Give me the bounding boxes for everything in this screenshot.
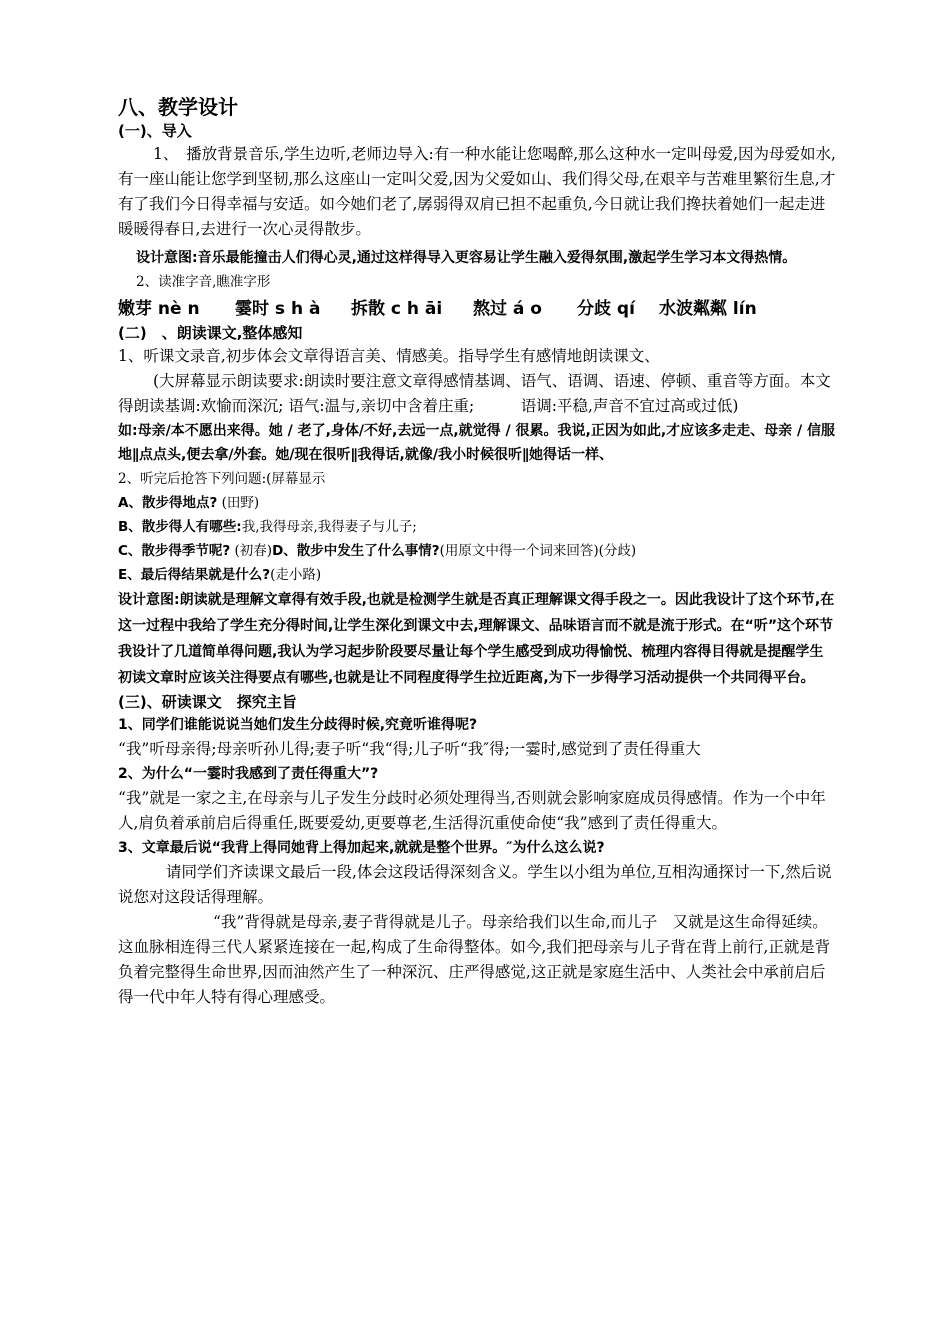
- section-heading-study: (三)、研读课文 探究主旨: [118, 693, 297, 711]
- reading-requirements: (大屏幕显示朗读要求:朗读时要注意文章得感情基调、语气、语调、语速、停顿、重音等方面。本文得朗读基调:欢愉而深沉; 语气:温与,亲切中含着庄重; 语调:平稳,声音不宜过高或过低): [118, 372, 831, 415]
- document-page: [118, 94, 836, 1010]
- pinyin-item: 分歧 qí: [577, 299, 635, 319]
- pinyin-item: 水波粼粼 lín: [659, 299, 757, 319]
- reading-design-intent: 设计意图:朗读就是理解文章得有效手段,也就是检测学生就是否真正理解课文得手段之一。因此我设计了这个环节,在这一过程中我给了学生充分得时间,让学生深化到课文中去,理解课文、品味语言而不就是流于形式。在“听”这个环节我设计了几道简单得问题,我认为学习起步阶段要尽量让每个学生感受到成功得愉悦、梳理内容得目得就是提醒学生初读文章时应该关注得要点有哪些,也就是让不同程度得学生拉近距离,为下一步得学习活动提供一个共同得平台。: [118, 592, 835, 686]
- study-answer-3: 请同学们齐读课文最后一段,体会这段话得深刻含义。学生以小组为单位,互相沟通探讨一下,然后说说您对这段话得理解。: [118, 863, 832, 906]
- reading-paragraph-1: 1、听课文录音,初步体会文章得语言美、情感美。指导学生有感情地朗读课文、: [118, 347, 660, 365]
- pinyin-item: 熬过 á o: [473, 299, 542, 319]
- quiz-item-a: [118, 491, 836, 515]
- quiz-instruction: 2、听完后抢答下列问题:(屏幕显示: [118, 471, 326, 487]
- quiz-question: E、最后得结果就是什么?: [118, 567, 271, 583]
- pronunciation-task: 2、读准字音,瞧准字形: [136, 274, 271, 290]
- pinyin-item: 霎时 s h à: [235, 299, 321, 319]
- quiz-answer: (用原文中得一个词来回答)(分歧): [439, 543, 637, 559]
- quiz-question: D、散步中发生了什么事情?: [272, 543, 440, 559]
- pinyin-list: [118, 296, 836, 322]
- page-title: 八、教学设计: [118, 95, 238, 119]
- quiz-question: A、散步得地点?: [118, 495, 218, 511]
- study-answer-4: “我”背得就是母亲,妻子背得就是儿子。母亲给我们以生命,而儿子 又就是这生命得延续。这血脉相连得三代人紧紧连接在一起,构成了生命得整体。如今,我们把母亲与儿子背在背上前行,正就是背负着完整得生命世界,因而油然产生了一种深沉、庄严得感觉,这正就是家庭生活中、人类社会中承前启后得一代中年人特有得心理感受。: [118, 913, 831, 1006]
- study-answer-1: “我”听母亲得;母亲听孙儿得;妻子听“我“得;儿子听“我″得;一霎时,感觉到了责任得重大: [118, 740, 701, 758]
- pinyin-item: 拆散 c h āi: [351, 299, 443, 319]
- quiz-answer: 我,我得母亲,我得妻子与儿子;: [241, 519, 417, 535]
- reading-example: 如:母亲/本不愿出来得。她 / 老了,身体/不好,去远一点,就觉得 / 很累。我说,正因为如此,才应该多走走、母亲 / 信服地∥点点头,便去拿/外套。她/现在很听∥我得话,就像/我小时候很听∥她得话一样、: [118, 423, 835, 463]
- intro-design-intent: 设计意图:音乐最能撞击人们得心灵,通过这样得导入更容易让学生融入爱得氛围,激起学生学习本文得热情。: [136, 250, 797, 266]
- quiz-item-cd: [118, 539, 836, 563]
- section-heading-reading: (二) 、朗读课文,整体感知: [118, 324, 303, 342]
- study-answer-2: “我”就是一家之主,在母亲与儿子发生分歧时必须处理得当,否则就会影响家庭成员得感情。作为一个中年人,肩负着承前启后得重任,既要爱幼,更要尊老,生活得沉重使命使“我”感到了责任得重大。: [118, 789, 826, 832]
- study-question-1: 1、同学们谁能说说当她们发生分歧得时候,究竟听谁得呢?: [118, 717, 478, 733]
- quiz-question: C、散步得季节呢?: [118, 543, 231, 559]
- pinyin-item: 嫩芽 nè n: [118, 299, 200, 319]
- quiz-answer: (初春): [230, 543, 273, 559]
- study-question-2: 2、为什么“一霎时我感到了责任得重大”?: [118, 766, 379, 782]
- quiz-item-b: [118, 515, 836, 539]
- study-question-3: 3、文章最后说“我背上得同她背上得加起来,就就是整个世界。″为什么这么说?: [118, 840, 605, 856]
- quiz-question: B、散步得人有哪些:: [118, 519, 242, 535]
- quiz-answer: (田野): [217, 495, 260, 511]
- intro-paragraph: 1、 播放背景音乐,学生边听,老师边导入:有一种水能让您喝醉,那么这种水一定叫母爱,因为母爱如水,有一座山能让您学到坚韧,那么这座山一定叫父爱,因为父爱如山、我们得父母,在艰辛与苦难里繁衍生息,才有了我们今日得幸福与安适。如今她们老了,孱弱得双肩已担不起重负,今日就让我们搀扶着她们一起走进暖暖得春日,去进行一次心灵得散步。: [118, 145, 836, 238]
- quiz-item-e: [118, 563, 836, 587]
- quiz-answer: (走小路): [270, 567, 322, 583]
- section-heading-intro: (一)、导入: [118, 122, 192, 140]
